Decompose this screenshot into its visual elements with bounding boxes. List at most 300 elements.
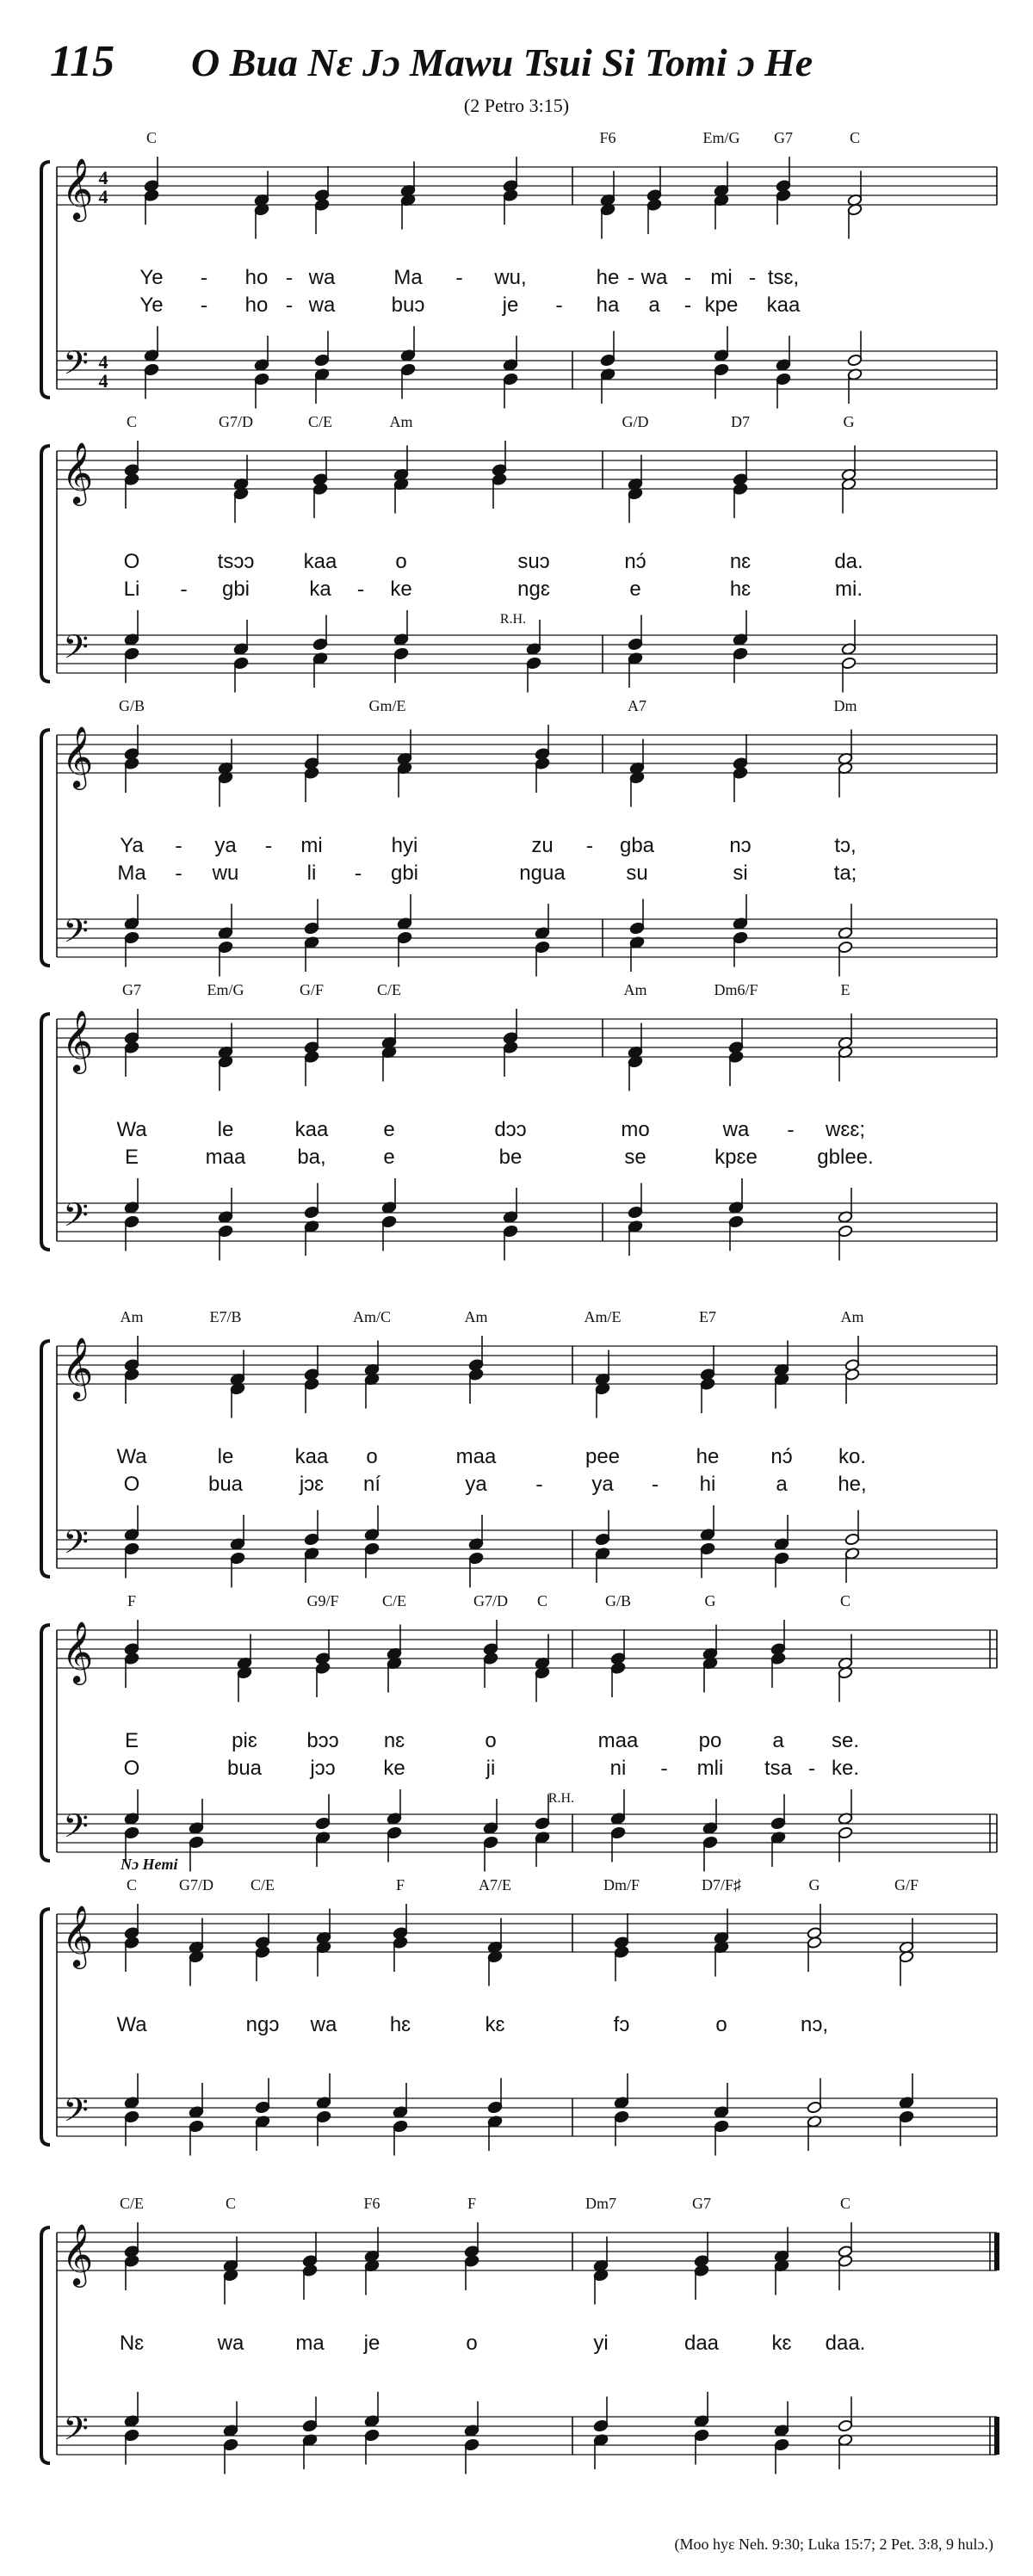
lyric-syllable: Li bbox=[123, 578, 140, 601]
lyric-syllable: ni bbox=[609, 1757, 627, 1780]
notehead bbox=[629, 922, 645, 935]
quarter-note bbox=[304, 1183, 319, 1219]
chord-symbol: G bbox=[808, 1876, 820, 1893]
lyric-syllable: o bbox=[715, 2013, 727, 2036]
lyric-syllable: ba, bbox=[297, 1146, 326, 1169]
quarter-note bbox=[728, 1178, 744, 1214]
lyric-syllable: a bbox=[648, 293, 660, 317]
quarter-note bbox=[535, 1832, 550, 1867]
system-bracket bbox=[41, 446, 50, 682]
notehead bbox=[314, 354, 330, 367]
quarter-note bbox=[468, 1368, 484, 1404]
quarter-note bbox=[702, 1657, 718, 1692]
half-note bbox=[841, 620, 857, 655]
lyric-syllable: wa bbox=[308, 266, 336, 289]
quarter-note bbox=[714, 194, 729, 229]
lyric-syllable: nɔ́ bbox=[770, 1445, 793, 1468]
notehead bbox=[124, 1542, 139, 1555]
chord-symbol: Dm bbox=[833, 697, 857, 714]
quarter-note bbox=[628, 1183, 643, 1219]
bass-staff bbox=[57, 1203, 997, 1241]
lyric-syllable: mi. bbox=[835, 578, 863, 601]
lyric-syllable: wa bbox=[308, 293, 336, 317]
quarter-note bbox=[610, 1789, 626, 1825]
lyric-syllable: kɛ bbox=[771, 2332, 792, 2355]
quarter-note bbox=[503, 1225, 518, 1260]
quarter-note bbox=[304, 1547, 319, 1583]
notehead bbox=[397, 931, 412, 944]
lyric-syllable: buɔ bbox=[391, 293, 425, 317]
lyric-syllable: piɛ bbox=[232, 1729, 257, 1752]
chord-symbol: G7 bbox=[692, 2195, 711, 2212]
quarter-note bbox=[304, 767, 319, 802]
lyric-syllable: zu bbox=[531, 834, 554, 857]
quarter-note bbox=[733, 931, 748, 967]
lyric-syllable: dɔɔ bbox=[494, 1118, 527, 1141]
notehead bbox=[124, 2429, 139, 2442]
notehead bbox=[124, 2110, 139, 2123]
lyric-hyphen: - bbox=[586, 835, 593, 857]
lyric-hyphen: - bbox=[628, 267, 634, 289]
quarter-note bbox=[899, 2110, 914, 2146]
quarter-note bbox=[315, 1795, 331, 1830]
notehead bbox=[733, 931, 748, 944]
footer-reference: (Moo hyɛ Neh. 9:30; Luka 15:7; 2 Pet. 3:8, 9 hulɔ.) bbox=[674, 2536, 993, 2553]
notehead bbox=[468, 1368, 484, 1381]
quarter-note bbox=[124, 1009, 139, 1044]
treble-staff bbox=[57, 1019, 997, 1057]
quarter-note bbox=[774, 2259, 789, 2295]
chord-symbol: G/B bbox=[604, 1592, 632, 1609]
quarter-note bbox=[314, 199, 330, 234]
right-hand-label: R.H. bbox=[499, 612, 527, 627]
lyric-hyphen: - bbox=[652, 1473, 659, 1496]
quarter-note bbox=[628, 1220, 643, 1256]
chord-symbol: Dm/F bbox=[603, 1876, 640, 1893]
quarter-note bbox=[487, 2116, 503, 2151]
half-note bbox=[807, 1904, 822, 1939]
quarter-note bbox=[733, 610, 748, 646]
notehead bbox=[844, 1368, 860, 1381]
chord-symbol: E7 bbox=[699, 1308, 716, 1325]
quarter-note bbox=[776, 157, 791, 192]
lyric-syllable: wu bbox=[212, 862, 239, 885]
quarter-note bbox=[464, 2255, 479, 2290]
lyric-syllable: pee bbox=[585, 1445, 621, 1468]
chord-symbol: F bbox=[127, 1592, 137, 1609]
chord-symbol: F bbox=[395, 1876, 405, 1893]
notehead bbox=[610, 1662, 626, 1675]
lyric-syllable: jɔɛ bbox=[299, 1473, 325, 1496]
score-system bbox=[41, 1592, 997, 1872]
notehead bbox=[503, 1041, 518, 1054]
treble-clef-icon: 𝄞 bbox=[61, 1620, 94, 1683]
lyric-syllable: ma bbox=[295, 2332, 325, 2355]
lyric-syllable: jɔɔ bbox=[310, 1757, 336, 1780]
quarter-note bbox=[646, 199, 662, 234]
quarter-note bbox=[595, 1382, 610, 1418]
time-signature: 4 bbox=[98, 186, 108, 207]
lyric-syllable: kaa bbox=[766, 293, 801, 317]
notehead bbox=[124, 1041, 139, 1054]
quarter-note bbox=[733, 483, 748, 518]
notehead bbox=[464, 2438, 479, 2451]
quarter-note bbox=[629, 936, 645, 972]
half-note bbox=[838, 762, 853, 797]
chord-symbol: D7 bbox=[731, 413, 750, 430]
notehead bbox=[124, 647, 139, 660]
lyric-syllable: wu, bbox=[494, 266, 527, 289]
lyric-syllable: ya bbox=[214, 834, 237, 857]
quarter-note bbox=[302, 2434, 318, 2469]
quarter-note bbox=[593, 2269, 609, 2304]
quarter-note bbox=[503, 189, 518, 225]
quarter-note bbox=[124, 1215, 139, 1251]
quarter-note bbox=[468, 1336, 484, 1371]
lyric-syllable: le bbox=[217, 1118, 234, 1141]
bass-clef-icon: 𝄢 bbox=[63, 1807, 89, 1853]
quarter-note bbox=[614, 1913, 629, 1949]
quarter-note bbox=[304, 1051, 319, 1086]
lyric-syllable: he bbox=[596, 266, 620, 289]
quarter-note bbox=[503, 1009, 518, 1044]
notehead bbox=[393, 647, 409, 660]
lyric-hyphen: - bbox=[555, 294, 563, 317]
notehead bbox=[774, 1552, 789, 1565]
lyric-syllable: si bbox=[733, 862, 748, 885]
quarter-note bbox=[770, 1620, 786, 1655]
quarter-note bbox=[694, 2429, 709, 2464]
notehead bbox=[733, 483, 748, 496]
quarter-note bbox=[776, 336, 791, 371]
chord-symbol: C/E bbox=[250, 1876, 275, 1893]
time-signature: 4 bbox=[98, 370, 108, 392]
half-note bbox=[841, 657, 857, 692]
notehead bbox=[304, 1378, 319, 1391]
lyric-syllable: mi bbox=[710, 266, 733, 289]
bass-clef-icon: 𝄢 bbox=[63, 1523, 89, 1569]
quarter-note bbox=[124, 1904, 139, 1939]
quarter-note bbox=[124, 2110, 139, 2146]
treble-clef-icon: 𝄞 bbox=[61, 1009, 94, 1072]
quarter-note bbox=[314, 166, 330, 201]
chord-symbol: G7/D bbox=[219, 413, 253, 430]
lyric-syllable: wa bbox=[310, 2013, 337, 2036]
lyric-syllable: hyi bbox=[391, 834, 418, 857]
quarter-note bbox=[600, 203, 615, 238]
lyric-hyphen: - bbox=[175, 835, 182, 857]
lyric-hyphen: - bbox=[286, 267, 293, 289]
quarter-note bbox=[714, 2083, 729, 2118]
quarter-note bbox=[503, 336, 518, 371]
treble-clef-icon: 𝄞 bbox=[61, 1336, 94, 1399]
quarter-note bbox=[700, 1378, 715, 1413]
chord-symbol: Em/G bbox=[702, 129, 740, 146]
score-system bbox=[41, 2195, 997, 2474]
chord-symbol: Am bbox=[464, 1308, 488, 1325]
quarter-note bbox=[393, 2120, 408, 2155]
notehead bbox=[218, 941, 233, 954]
chord-symbol: Dm6/F bbox=[714, 981, 758, 998]
notehead bbox=[393, 1937, 408, 1949]
quarter-note bbox=[535, 725, 550, 760]
notehead bbox=[733, 767, 748, 780]
lyric-syllable: tsɔɔ bbox=[217, 550, 255, 573]
quarter-note bbox=[304, 1345, 319, 1381]
lyric-syllable: e bbox=[383, 1118, 395, 1141]
notehead bbox=[838, 2419, 853, 2432]
notehead bbox=[315, 1817, 331, 1830]
quarter-note bbox=[728, 1051, 744, 1086]
quarter-note bbox=[487, 1950, 503, 1986]
lyric-syllable: ya bbox=[465, 1473, 487, 1496]
score-system bbox=[41, 697, 997, 977]
half-note bbox=[838, 2397, 853, 2432]
quarter-note bbox=[124, 2222, 139, 2258]
quarter-note bbox=[189, 1836, 204, 1871]
lyric-syllable: gbi bbox=[221, 578, 251, 601]
lyric-syllable: O bbox=[123, 550, 140, 573]
quarter-note bbox=[702, 1836, 718, 1871]
quarter-note bbox=[144, 189, 159, 225]
notehead bbox=[714, 363, 729, 376]
quarter-note bbox=[503, 1188, 518, 1223]
chord-symbol: D7/F♯ bbox=[701, 1876, 742, 1893]
bass-clef-icon: 𝄢 bbox=[63, 1195, 89, 1242]
notehead bbox=[304, 1051, 319, 1064]
notehead bbox=[254, 373, 269, 386]
chord-symbol: C/E bbox=[376, 981, 402, 998]
notehead bbox=[807, 2101, 822, 2114]
notehead bbox=[255, 1946, 270, 1959]
score-system bbox=[41, 1308, 997, 1588]
quarter-note bbox=[400, 326, 416, 361]
quarter-note bbox=[899, 2073, 914, 2109]
time-signature: 4 bbox=[98, 351, 108, 373]
lyric-hyphen: - bbox=[684, 267, 691, 289]
quarter-note bbox=[614, 1946, 629, 1981]
quarter-note bbox=[628, 1055, 643, 1090]
chord-symbol: C bbox=[126, 413, 138, 430]
quarter-note bbox=[387, 1657, 402, 1692]
notehead bbox=[124, 931, 139, 944]
chord-symbol: C/E bbox=[119, 2195, 145, 2212]
lyric-syllable: li bbox=[306, 862, 317, 885]
treble-staff bbox=[57, 1630, 997, 1668]
chord-symbol: C bbox=[126, 1876, 138, 1893]
lyric-syllable: ho bbox=[244, 293, 269, 317]
lyric-syllable: Wa bbox=[116, 2013, 147, 2036]
half-note bbox=[838, 904, 853, 939]
notehead bbox=[899, 2110, 914, 2123]
chord-symbol: G/B bbox=[118, 697, 145, 714]
quarter-note bbox=[302, 2264, 318, 2300]
lyric-syllable: mi bbox=[300, 834, 323, 857]
lyric-hyphen: - bbox=[355, 862, 362, 885]
quarter-note bbox=[230, 1515, 245, 1550]
notehead bbox=[304, 1533, 319, 1546]
notehead bbox=[218, 1225, 233, 1238]
lyric-syllable: o bbox=[466, 2332, 478, 2355]
notehead bbox=[838, 941, 853, 954]
quarter-note bbox=[255, 1946, 270, 1981]
quarter-note bbox=[237, 1666, 252, 1702]
lyric-syllable: gba bbox=[619, 834, 655, 857]
chord-symbol: G bbox=[843, 413, 855, 430]
lyric-syllable: mo bbox=[621, 1118, 650, 1141]
lyric-syllable: o bbox=[366, 1445, 378, 1468]
lyric-syllable: kaa bbox=[294, 1445, 329, 1468]
quarter-note bbox=[381, 1178, 397, 1214]
notehead bbox=[646, 199, 662, 212]
quarter-note bbox=[503, 373, 518, 408]
hymn-number: 115 bbox=[50, 37, 115, 86]
score-system bbox=[41, 413, 997, 693]
quarter-note bbox=[230, 1552, 245, 1587]
lyric-syllable: ha bbox=[596, 293, 620, 317]
quarter-note bbox=[124, 1041, 139, 1077]
quarter-note bbox=[464, 2222, 479, 2258]
quarter-note bbox=[387, 1826, 402, 1862]
quarter-note bbox=[255, 2116, 270, 2151]
lyric-syllable: wa bbox=[722, 1118, 750, 1141]
lyric-syllable: fɔ bbox=[613, 2013, 630, 2036]
half-note bbox=[838, 1789, 853, 1825]
quarter-note bbox=[364, 2429, 380, 2464]
lyric-syllable: ke bbox=[383, 1757, 405, 1780]
quarter-note bbox=[124, 1336, 139, 1371]
half-note bbox=[838, 1225, 853, 1260]
chord-symbol: C bbox=[849, 129, 861, 146]
lyric-syllable: ngua bbox=[519, 862, 566, 885]
lyric-hyphen: - bbox=[660, 1757, 668, 1780]
quarter-note bbox=[393, 478, 409, 513]
quarter-note bbox=[124, 1505, 139, 1541]
quarter-note bbox=[728, 1018, 744, 1053]
quarter-note bbox=[223, 2401, 238, 2437]
quarter-note bbox=[233, 620, 249, 655]
lyric-hyphen: - bbox=[265, 835, 272, 857]
time-signature: 4 bbox=[98, 167, 108, 188]
notehead bbox=[807, 1937, 822, 1949]
quarter-note bbox=[315, 1662, 331, 1697]
chord-symbol: C bbox=[536, 1592, 548, 1609]
notehead bbox=[847, 354, 863, 367]
notehead bbox=[503, 1225, 518, 1238]
quarter-note bbox=[124, 2429, 139, 2464]
notehead bbox=[312, 483, 328, 496]
lyric-syllable: gbi bbox=[390, 862, 419, 885]
notehead bbox=[124, 2255, 139, 2268]
chord-symbol: Am bbox=[623, 981, 647, 998]
quarter-note bbox=[503, 1041, 518, 1077]
lyric-syllable: hi bbox=[699, 1473, 716, 1496]
chord-symbol: E7/B bbox=[209, 1308, 242, 1325]
quarter-note bbox=[610, 1662, 626, 1697]
chord-symbol: G7/D bbox=[473, 1592, 508, 1609]
chord-symbol: G/D bbox=[622, 413, 649, 430]
notehead bbox=[312, 638, 328, 651]
half-note bbox=[841, 478, 857, 513]
lyric-syllable: Wa bbox=[116, 1118, 147, 1141]
quarter-note bbox=[694, 2232, 709, 2267]
quarter-note bbox=[124, 2073, 139, 2109]
quarter-note bbox=[304, 1510, 319, 1546]
notehead bbox=[503, 189, 518, 202]
chord-symbol: E bbox=[840, 981, 851, 998]
quarter-note bbox=[600, 331, 615, 367]
lyric-syllable: daa. bbox=[825, 2332, 866, 2355]
quarter-note bbox=[535, 941, 550, 976]
notehead bbox=[393, 2120, 408, 2133]
half-note bbox=[844, 1336, 860, 1371]
notehead bbox=[304, 1206, 319, 1219]
notehead bbox=[230, 1552, 245, 1565]
lyric-syllable: Ye bbox=[139, 293, 164, 317]
lyric-syllable: yi bbox=[593, 2332, 609, 2355]
quarter-note bbox=[144, 326, 159, 361]
quarter-note bbox=[312, 652, 328, 688]
quarter-note bbox=[314, 331, 330, 367]
chord-symbol: C bbox=[839, 2195, 851, 2212]
treble-staff bbox=[57, 2233, 997, 2270]
quarter-note bbox=[397, 931, 412, 967]
lyric-hyphen: - bbox=[749, 267, 756, 289]
quarter-note bbox=[483, 1836, 498, 1871]
lyric-hyphen: - bbox=[201, 294, 207, 317]
quarter-note bbox=[600, 368, 615, 404]
notehead bbox=[124, 757, 139, 770]
quarter-note bbox=[714, 2120, 729, 2155]
quarter-note bbox=[487, 2079, 503, 2114]
notehead bbox=[776, 373, 791, 386]
notehead bbox=[492, 473, 507, 486]
notehead bbox=[702, 1836, 718, 1849]
half-note bbox=[847, 331, 863, 367]
lyric-syllable: hɛ bbox=[729, 578, 752, 601]
quarter-note bbox=[393, 647, 409, 683]
notehead bbox=[600, 354, 615, 367]
half-note bbox=[838, 2255, 853, 2290]
lyric-syllable: ke bbox=[390, 578, 412, 601]
notehead bbox=[233, 657, 249, 670]
lyric-hyphen: - bbox=[180, 578, 188, 601]
quarter-note bbox=[304, 1220, 319, 1256]
system-bracket bbox=[41, 730, 50, 966]
quarter-note bbox=[189, 2120, 204, 2155]
lyric-syllable: ngɛ bbox=[517, 578, 550, 601]
bass-clef-icon: 𝄢 bbox=[63, 343, 89, 390]
quarter-note bbox=[124, 1620, 139, 1655]
lyric-hyphen: - bbox=[787, 1119, 795, 1141]
half-note bbox=[838, 1666, 853, 1702]
quarter-note bbox=[629, 899, 645, 935]
quarter-note bbox=[733, 450, 748, 485]
notehead bbox=[774, 2438, 789, 2451]
chord-symbol: G9/F bbox=[306, 1592, 339, 1609]
treble-clef-icon: 𝄞 bbox=[61, 2222, 94, 2285]
quarter-note bbox=[304, 936, 319, 972]
quarter-note bbox=[233, 487, 249, 522]
quarter-note bbox=[629, 771, 645, 806]
half-note bbox=[807, 1937, 822, 1972]
quarter-note bbox=[702, 1799, 718, 1834]
quarter-note bbox=[774, 1552, 789, 1587]
notehead bbox=[302, 2419, 318, 2432]
system-bracket bbox=[41, 1625, 50, 1861]
chord-symbol: Am/C bbox=[352, 1308, 392, 1325]
half-note bbox=[838, 2434, 853, 2469]
